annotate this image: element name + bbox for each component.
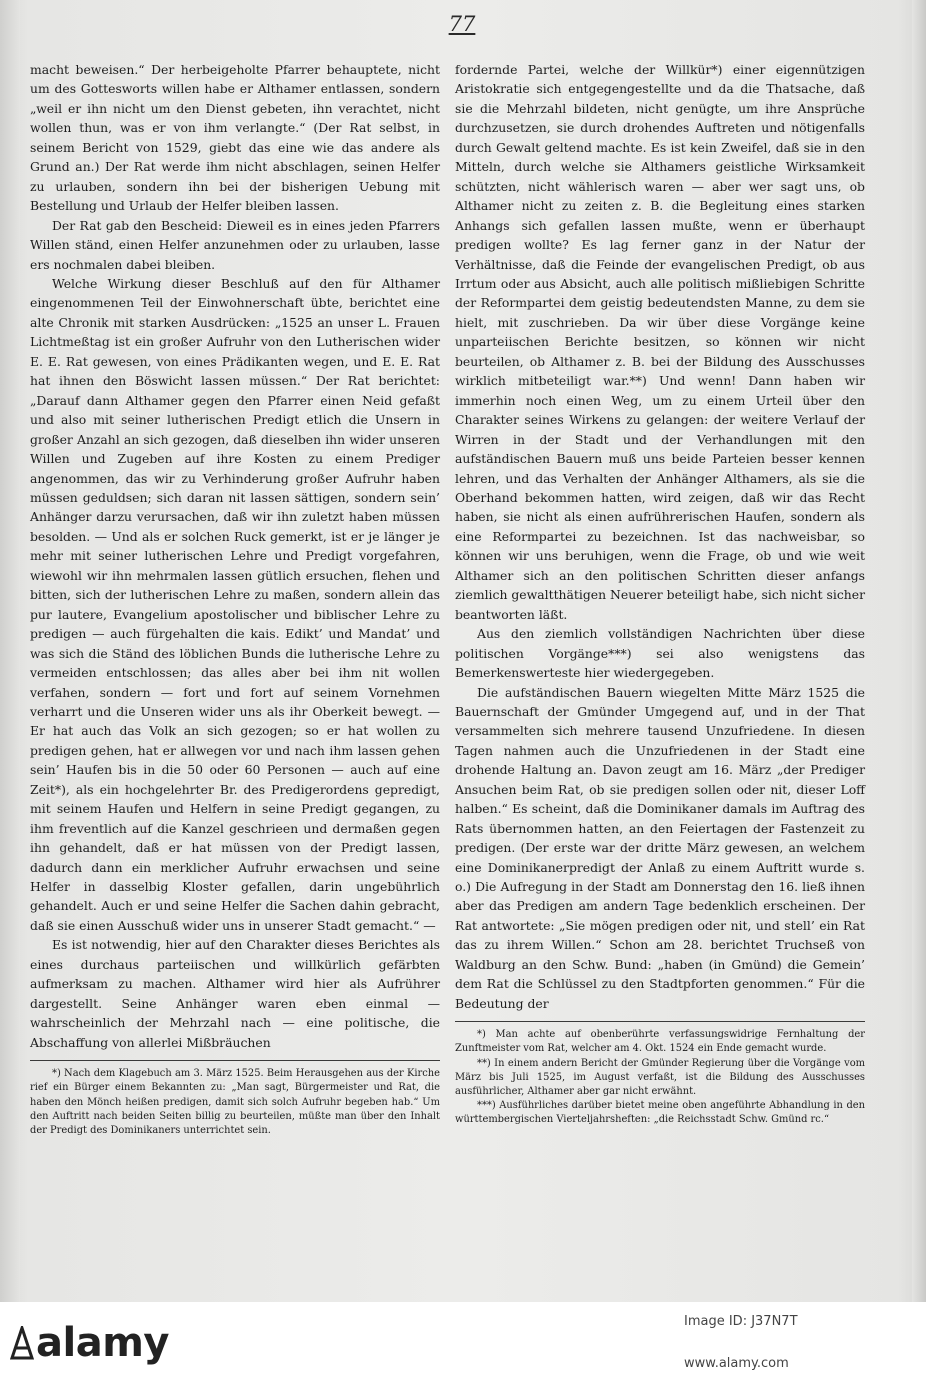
paragraph: Es ist notwendig, hier auf den Charakter dieses Berichtes als eines durchaus parteiischen und willkürlich gefärbten aufmerksam zu machen. Althamer wird hier als Aufrührer dargestellt. Seine Anhänger waren eben einmal — wahrscheinlich der Mehrzahl nach — eine politische, die Abschaffung von allerlei Mißbräuchen [30,937,440,1050]
left-column [30,60,440,1138]
page-edge-right [912,0,926,1302]
brand-text: alamy [36,1320,169,1366]
footnote: **) In einem andern Bericht der Gmünder Regierung über die Vorgänge vom März bis Juli 1525, im August verfaßt, ist die Bildung des Ausschusses ausführlicher, Althamer aber gar nicht erwähnt. [455,1057,865,1098]
paragraph: Aus den ziemlich vollständigen Nachrichten über diese politischen Vorgänge***) sei also wenigstens das Bemerkenswerteste hier wiedergegeben. [455,626,865,681]
paragraph: fordernde Partei, welche der Willkür*) einer eigennützigen Aristokratie sich entgegengestellte und da die Thatsache, daß sie die Mehrzahl bildeten, nicht genügte, um ihre Ansprüche durchzusetzen, sie durch drohendes Auftreten und nötigenfalls durch Gewalt geltend machte. Es ist kein Zweifel, daß sie in den Mitteln, durch welche sie Althamers geistliche Wirksamkeit schützten, nicht wählerisch waren — aber wer sagt uns, ob Althamer nicht zu zeiten z. B. die Begleitung eines starken Anhangs sich gefallen lassen mußte, wenn er überhaupt predigen wollte? Es lag ferner ganz in der Natur der Verhältnisse, daß die Feinde der evangelischen Predigt, ob aus Irrtum oder aus Absicht, auch alle politisch mißliebigen Schritte der Reformpartei dem geistig bedeutendsten Manne, zu dem sie hielt, mit zuschrieben. Da wir über diese Vorgänge keine unparteiischen Berichte besitzen, so können wir nicht beurteilen, ob Althamer z. B. bei der Bildung des Ausschusses wirklich mitbeteiligt war.**) Und wenn! Dann haben wir immerhin noch einen Weg, um zu einem Urteil über den Charakter seines Wirkens zu gelangen: der weitere Verlauf der Wirren in der Stadt und der Verhandlungen mit den aufständischen Bauern muß uns beide Parteien besser kennen lehren, und das Verhalten der Anhänger Althamers, als sie die Oberhand bekommen hatten, wird zeigen, daß wir das Recht haben, sie nicht als einen aufrührerischen Haufen, sondern als eine Reformpartei zu bezeichnen. Ist das nachweisbar, so können wir uns beruhigen, wenn die Frage, ob und wie weit Althamer sich an den politischen Schritten dieser anfangs ziemlich gewaltthätigen Neuerer beteiligt habe, sich nicht sicher beantworten läßt. [455,62,865,622]
footnote: *) Nach dem Klagebuch am 3. März 1525. Beim Herausgehen aus der Kirche rief ein Bürger einem Bekannten zu: „Man sagt, Bürgermeister und Rat, die haben den Mönch heißen predigen, damit sich solch Aufruhr begeben hab.“ Um den Auftritt nach beiden Seiten billig zu beurteilen, müßte man über den Inhalt der Predigt des Dominikaners unterrichtet sein. [30,1068,440,1136]
alamy-logo [10,1320,169,1366]
paragraph: Der Rat gab den Bescheid: Dieweil es in eines jeden Pfarrers Willen ständ, einen Helfer anzunehmen oder zu urlauben, lasse ers nochmalen dabei bleiben. [30,217,440,272]
paragraph: macht beweisen.“ Der herbeigeholte Pfarrer behauptete, nicht um des Gottesworts willen habe er Althamer entlassen, sondern „weil er ihn nicht um den Dienst gebeten, ihn verachtet, nicht wollen thun, was er von ihm verlangte.“ (Der Rat selbst, in seinem Bericht von 1529, giebt das eine wie das andere als Grund an.) Der Rat werde ihm nicht abschlagen, seinen Helfer zu urlauben, sondern ihn bei der bisherigen Uebung mit Bestellung und Urlaub der Helfer bleiben lassen. [30,62,440,214]
image-id: Image ID: J37N7T [684,1314,798,1329]
site-url[interactable]: www.alamy.com [684,1356,789,1371]
footnote-divider [455,1021,865,1022]
page-edge-left [0,0,20,1302]
footnote-divider [30,1060,440,1061]
page-number: 77 [448,12,476,36]
footnote: ***) Ausführliches darüber bietet meine oben angeführte Abhandlung in den württembergischen Vierteljahrsheften: „die Reichsstadt Schw. Gmünd rc.“ [455,1100,865,1126]
watermark-bar [0,1302,926,1390]
footnote: *) Man achte auf obenberührte verfassungswidrige Fernhaltung der Zunftmeister vom Rat, welcher am 4. Okt. 1524 ein Ende gemacht wurde. [455,1029,865,1055]
alamy-logo-icon [10,1326,34,1360]
paragraph: Die aufständischen Bauern wiegelten Mitte März 1525 die Bauernschaft der Gmünder Umgegend auf, und in der That versammelten sich mehrere tausend Unzufriedene. In diesen Tagen nahmen auch die Unzufriedenen in der Stadt eine drohende Haltung an. Davon zeugt am 16. März „der Prediger Ansuchen beim Rat, ob sie predigen sollen oder nit, dieser Loff halben.“ Es scheint, daß die Dominikaner damals im Auftrag des Rats übernommen hatten, an den Feiertagen der Fastenzeit zu predigen. (Der erste war der dritte März gewesen, an welchem eine Dominikanerpredigt der Anlaß zu einem Auftritt wurde s. o.) Die Aufregung in der Stadt am Donnerstag den 16. ließ ihnen aber das Predigen am andern Tage bedenklich erscheinen. Der Rat antwortete: „Sie mögen predigen oder nit, und stell’ ein Rat das zu ihrem Willen.“ Schon am 28. berichtet Truchseß von Waldburg an den Schw. Bund: „haben (in Gmünd) die Gemein’ dem Rat die Schlüssel zu den Stadtpforten genommen.“ Für die Bedeutung der [455,684,865,1011]
paragraph: Welche Wirkung dieser Beschluß auf den für Althamer eingenommenen Teil der Einwohnerschaft übte, berichtet eine alte Chronik mit starken Ausdrücken: „1525 an unser L. Frauen Lichtmeßtag ist ein großer Aufruhr von den Lutherischen wider E. E. Rat gewesen, von eines Prädikanten wegen, und E. E. Rat hat ihnen den Böswicht lassen müssen.“ Der Rat berichtet: „Darauf dann Althamer gegen den Pfarrer einen Neid gefaßt und also mit seiner lutherischen Predigt etlich die Unsern in großer Anzahl an sich gezogen, daß dieselben ihn wider unseren Willen und Zugeben auf ihre Kosten zu einem Prediger angenommen, das wir zu Verhinderung großer Aufruhr haben müssen geduldsen; sich daran nit lassen sättigen, sondern sein’ Anhänger darzu verursachen, daß wir ihn zuletzt haben müssen besolden. — Und als er solchen Ruck gemerkt, ist er je länger je mehr mit seiner lutherischen Lehre und Predigt vorgefahren, wiewohl wir ihn mehrmalen lassen gütlich ersuchen, flehen und bitten, sich der lutherischen Lehre zu maßen, sondern allein das pur lautere, Evangelium apostolischer und biblischer Lehre zu predigen — auch fürgehalten die kais. Edikt’ und Mandat’ und was sich die Ständ des löblichen Bunds die lutherische Lehre zu vermeiden entschlossen; das alles aber bei ihm nit wollen verfahen, sondern — fort und fort auf seinem Vornehmen verharrt und die Unseren wider uns als ihr Oberkeit bewegt. — Er hat auch das Volk an sich gezogen; so er hat wollen zu predigen gehen, hat er allwegen vor und nach ihm lassen gehen sein’ Haufen bis in die 50 oder 60 Personen — auch auf eine Zeit*), als ein hochgelehrter Br. des Predigerordens gepredigt, mit seinem Haufen und Helfern in seine Predigt gegangen, zu ihm freventlich auf die Kanzel geschrieen und dermaßen gegen ihn gehandelt, daß er hat müssen von der Predigt lassen, dadurch dann ein merklicher Aufruhr erwachsen und seine Helfer in dasselbig Kloster gefallen, darin ungebührlich gehandelt. Auch er und seine Helfer die Sachen dahin gebracht, daß sie einen Ausschuß wider uns in unserer Stadt gemacht.“ — [30,275,440,933]
right-column [455,60,865,1128]
